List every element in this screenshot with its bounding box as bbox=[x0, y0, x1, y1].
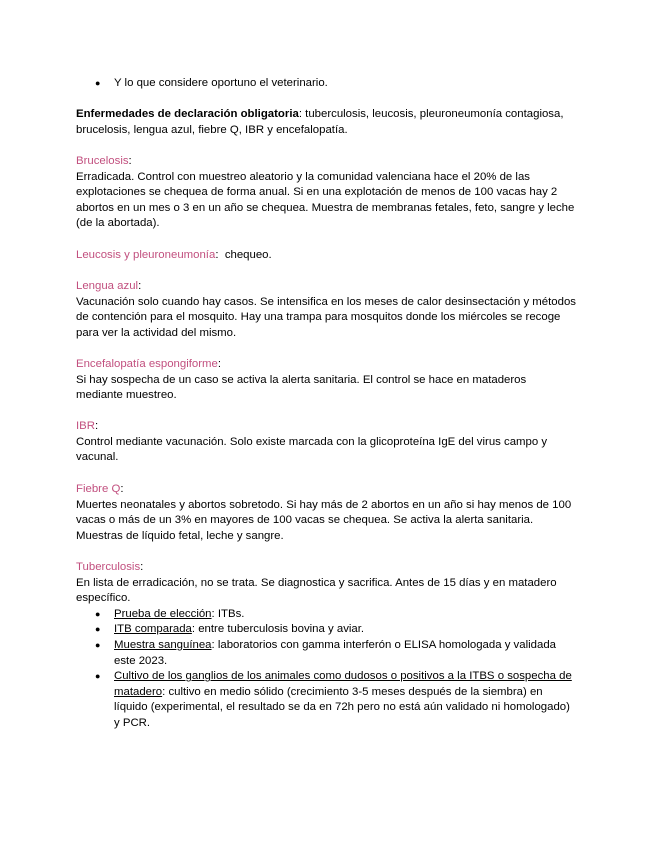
item-label: Cultivo de los ganglios de los animales como dudosos o positivos a la ITBS o sospecha de matadero bbox=[114, 670, 572, 698]
lengua-azul-heading: Lengua azul bbox=[76, 280, 139, 292]
intro-bullet: ● Y lo que considere oportuno el veterinario. bbox=[76, 76, 576, 92]
list-item bbox=[76, 669, 576, 731]
list-item bbox=[76, 638, 576, 669]
section-fiebre-q: Fiebre Q: Muertes neonatales y abortos sobretodo. Si hay más de 2 abortos en un año si hay menos de 100 vacas o más de un 3% en mayores de 100 vacas se chequea. Se activa la alerta sanitaria. Muestras de líquido fetal, leche y sangre. bbox=[76, 482, 576, 544]
leucosis-body: chequeo. bbox=[224, 249, 272, 261]
leucosis-heading: Leucosis y pleuroneumonía bbox=[76, 249, 216, 261]
declaracion-paragraph bbox=[76, 107, 576, 138]
item-text: : cultivo en medio sólido (crecimiento 3-5 meses después de la siembra) en líquido (experimental, el resultado se da en 72h pero no está aún validado ni homologado) y PCR. bbox=[114, 685, 570, 729]
ibr-body: Control mediante vacunación. Solo existe marcada con la glicoproteína IgE del virus campo y vacunal. bbox=[76, 435, 548, 464]
section-tuberculosis: Tuberculosis: En lista de erradicación, no se trata. Se diagnostica y sacrifica. Antes de 15 días y en matadero específico. ● Prueba de elección: ITBs. ● ITB comparada: entre tuberculosis bovina y aviar. ● Muestra sanguínea: laboratorios con gamma interferón o ELISA homologada y validada este 2023. ● Cultivo de los ganglios de los animales como dudosos o positivos a la ITBS o sospecha de matadero: cultivo en medio sólido (crecimiento 3-5 meses después de la siembra) en líquido (experimental, el resultado se da en 72h pero no está aún validado ni homologado) y PCR. bbox=[76, 560, 576, 732]
section-encefalopatia: Encefalopatía espongiforme: Si hay sospecha de un caso se activa la alerta sanitaria. El control se hace en mataderos mediante muestreo. bbox=[76, 357, 576, 404]
section-ibr: IBR: Control mediante vacunación. Solo existe marcada con la glicoproteína IgE del virus campo y vacunal. bbox=[76, 419, 576, 466]
encefalopatia-heading: Encefalopatía espongiforme bbox=[76, 358, 218, 370]
tuberculosis-heading: Tuberculosis bbox=[76, 561, 141, 573]
section-lengua-azul: Lengua azul: Vacunación solo cuando hay casos. Se intensifica en los meses de calor desinsectación y métodos de contención para el mosquito. Hay una trampa para mosquitos donde los miércoles se recoge para ver la actividad del mismo. bbox=[76, 279, 576, 341]
declaracion-text: : tuberculosis, leucosis, pleuroneumonía contagiosa, brucelosis, lengua azul, fiebre Q, IBR y encefalopatía. bbox=[76, 108, 564, 136]
ibr-heading: IBR bbox=[76, 420, 95, 432]
fiebre-q-body: Muertes neonatales y abortos sobretodo. Si hay más de 2 abortos en un año si hay menos de 100 vacas o más de un 3% en mayores de 100 vacas se chequea. Se activa la alerta sanitaria. Muestras de líquido fetal, leche y sangre. bbox=[76, 498, 572, 542]
tuberculosis-body: En lista de erradicación, no se trata. Se diagnostica y sacrifica. Antes de 15 días y en matadero específico. bbox=[76, 576, 557, 605]
fiebre-q-heading: Fiebre Q bbox=[76, 483, 121, 495]
intro-list bbox=[76, 76, 576, 92]
item-text: : entre tuberculosis bovina y aviar. bbox=[191, 623, 365, 636]
item-label: ITB comparada bbox=[114, 623, 192, 636]
item-label: Muestra sanguínea bbox=[114, 638, 212, 651]
brucelosis-body: Erradicada. Control con muestreo aleatorio y la comunidad valenciana hace el 20% de las explotaciones se chequea de forma anual. Si en una explotación de menos de 100 vacas hay 2 abortos en un mes o 3 en un año se chequea. Muestra de membranas fetales, feto, sangre y leche (de la abortada). bbox=[76, 170, 575, 230]
section-brucelosis: Brucelosis: Erradicada. Control con muestreo aleatorio y la comunidad valenciana hace el 20% de las explotaciones se chequea de forma anual. Si en una explotación de menos de 100 vacas hay 2 abortos en un mes o 3 en un año se chequea. Muestra de membranas fetales, feto, sangre y leche (de la abortada). bbox=[76, 154, 576, 232]
item-text: : laboratorios con gamma interferón o ELISA homologada y validada este 2023. bbox=[114, 638, 556, 667]
lengua-azul-body: Vacunación solo cuando hay casos. Se intensifica en los meses de calor desinsectación y métodos de contención para el mosquito. Hay una trampa para mosquitos donde los miércoles se recoge para ver la actividad del mismo. bbox=[76, 295, 576, 339]
list-item bbox=[76, 622, 576, 638]
section-leucosis: Leucosis y pleuroneumonía: chequeo. bbox=[76, 249, 272, 261]
tuberculosis-list bbox=[76, 607, 576, 732]
list-item bbox=[76, 607, 576, 623]
item-text: : ITBs. bbox=[211, 607, 245, 620]
encefalopatia-body: Si hay sospecha de un caso se activa la alerta sanitaria. El control se hace en mataderos mediante muestreo. bbox=[76, 373, 527, 402]
brucelosis-heading: Brucelosis bbox=[76, 155, 129, 167]
declaracion-label: Enfermedades de declaración obligatoria bbox=[76, 108, 299, 120]
item-label: Prueba de elección bbox=[114, 607, 212, 620]
